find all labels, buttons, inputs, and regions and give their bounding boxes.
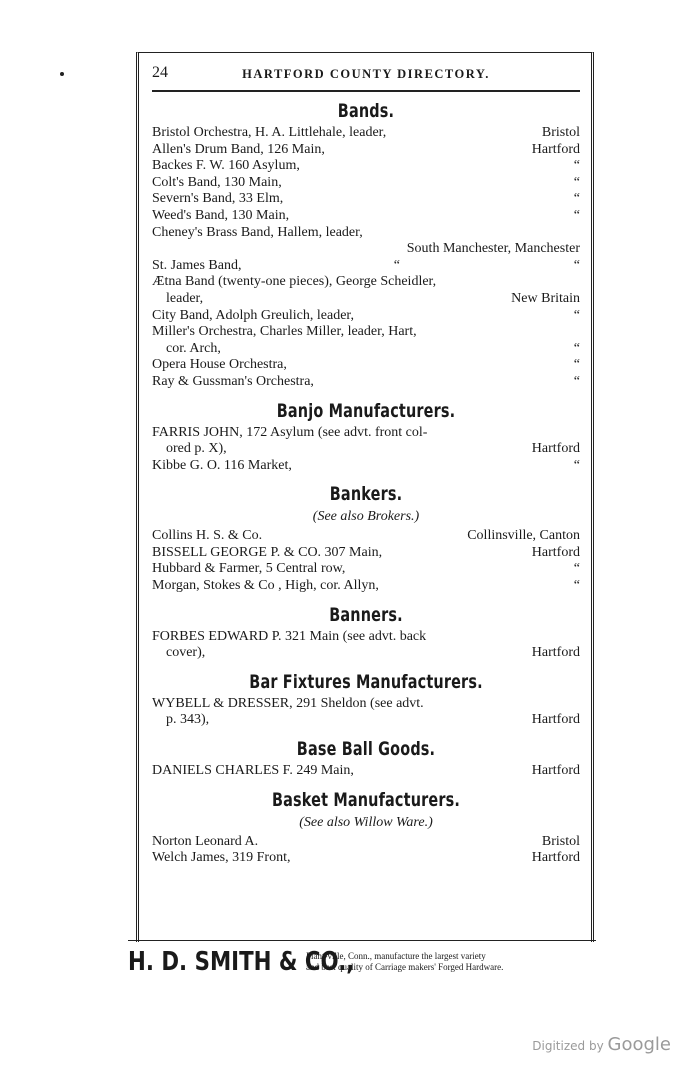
- entry-line: [152, 629, 580, 646]
- entry-text: Morgan, Stokes & Co , High, cor. Allyn,: [152, 578, 379, 594]
- entry-text: leader,: [166, 290, 204, 306]
- entry-text: cor. Arch,: [166, 340, 221, 356]
- entry-line: [152, 357, 580, 374]
- entry-text: Ætna Band (twenty-one pieces), George Scheidler,: [152, 274, 437, 290]
- entry-text: City Band, Adolph Greulich, leader,: [152, 307, 355, 323]
- entry-text: BISSELL GEORGE P. & CO. 307 Main,: [152, 544, 383, 560]
- ditto-mark: “: [573, 158, 580, 174]
- entry-location: Bristol: [541, 125, 580, 140]
- directory-entry: [152, 374, 580, 391]
- entry-location: New Britain: [511, 290, 580, 306]
- directory-entry: [152, 191, 580, 208]
- entry-line: [152, 324, 580, 341]
- directory-entry: [152, 545, 580, 562]
- directory-entry: [152, 629, 580, 662]
- section-heading: Banjo Manufacturers.: [276, 399, 456, 422]
- watermark-prefix: Digitized by: [532, 1039, 604, 1053]
- directory-entry: [152, 225, 580, 258]
- entry-text: p. 343),: [166, 712, 210, 728]
- ditto-mark: “: [573, 357, 580, 373]
- entry-text: cover),: [166, 645, 206, 661]
- footer-advertisement: [128, 940, 596, 981]
- entry-text: Collins H. S. & Co.: [152, 528, 263, 544]
- entry-text: DANIELS CHARLES F. 249 Main,: [152, 763, 354, 779]
- advertisement-text: [306, 951, 598, 972]
- entry-line: [152, 645, 580, 662]
- directory-entry: [152, 324, 580, 357]
- entry-line: [152, 125, 580, 142]
- entry-line: [152, 274, 580, 291]
- entry-text: Kibbe G. O. 116 Market,: [152, 457, 292, 473]
- advertisement-line: and best quality of Carriage makers' Forged Hardware.: [306, 961, 504, 972]
- ditto-mark: “: [393, 257, 400, 273]
- directory-entry: [152, 175, 580, 192]
- entry-text: Norton Leonard A.: [152, 833, 259, 849]
- directory-listing: [152, 97, 580, 867]
- ditto-mark: “: [573, 457, 580, 473]
- directory-entry: [152, 208, 580, 225]
- ditto-mark: “: [573, 373, 580, 389]
- entry-text: Miller's Orchestra, Charles Miller, leader, Hart,: [152, 324, 417, 340]
- directory-entry: [152, 357, 580, 374]
- directory-entry: [152, 425, 580, 458]
- entry-line: [152, 225, 580, 242]
- entry-text: Colt's Band, 130 Main,: [152, 174, 282, 190]
- watermark-brand: Google: [607, 1034, 671, 1055]
- directory-entry: [152, 696, 580, 729]
- ditto-mark: “: [573, 174, 580, 190]
- page-number: 24: [152, 64, 168, 81]
- entry-line: [152, 341, 580, 358]
- entry-line: [152, 696, 580, 713]
- entry-line: [152, 142, 580, 159]
- ditto-mark: “: [573, 207, 580, 223]
- entry-location: Hartford: [531, 141, 580, 157]
- entry-line: [152, 191, 580, 208]
- entry-line: [152, 763, 580, 780]
- section-heading: Banners.: [329, 603, 403, 626]
- directory-entry: [152, 158, 580, 175]
- entry-line: [152, 458, 580, 475]
- entry-line: [152, 561, 580, 578]
- directory-entry: [152, 763, 580, 780]
- digitization-watermark: [532, 1034, 671, 1055]
- entry-text: WYBELL & DRESSER, 291 Sheldon (see advt.: [152, 695, 424, 711]
- section-heading: Bankers.: [329, 483, 403, 506]
- directory-entry: [152, 258, 580, 275]
- directory-entry: [152, 578, 580, 595]
- entry-text: Weed's Band, 130 Main,: [152, 207, 290, 223]
- section-cross-reference: (See also Willow Ware.): [299, 814, 433, 830]
- section-heading: Basket Manufacturers.: [271, 788, 461, 811]
- entry-text: Bristol Orchestra, H. A. Littlehale, leader,: [152, 125, 387, 140]
- entry-line: [152, 425, 580, 442]
- entry-line: [152, 175, 580, 192]
- section-heading: Base Ball Goods.: [296, 738, 436, 761]
- directory-entry: [152, 834, 580, 851]
- ditto-mark: “: [573, 578, 580, 594]
- ditto-mark: “: [573, 307, 580, 323]
- entry-location: Hartford: [531, 441, 580, 457]
- directory-entry: [152, 850, 580, 867]
- entry-line: [152, 291, 580, 308]
- entry-line: [152, 208, 580, 225]
- ditto-mark: “: [573, 257, 580, 273]
- running-title: HARTFORD COUNTY DIRECTORY.: [242, 67, 490, 81]
- entry-text: Welch James, 319 Front,: [152, 850, 291, 866]
- directory-entry: [152, 561, 580, 578]
- entry-line: [152, 241, 580, 258]
- entry-text: Opera House Orchestra,: [152, 357, 287, 373]
- entry-line: [152, 528, 580, 545]
- advertisement-line: Plant-ville, Conn., manufacture the largest variety: [306, 951, 486, 961]
- section-heading: Bar Fixtures Manufacturers.: [249, 670, 483, 693]
- entry-location: South Manchester, Manchester: [406, 241, 580, 257]
- directory-entry: [152, 125, 580, 142]
- entry-line: [152, 834, 580, 851]
- section-heading: Bands.: [337, 100, 395, 122]
- entry-text: FARRIS JOHN, 172 Asylum (see advt. front col-: [152, 424, 428, 440]
- entry-line: [152, 850, 580, 867]
- advertiser-name: H. D. SMITH & CO.,: [128, 947, 355, 977]
- entry-line: [152, 158, 580, 175]
- directory-entry: [152, 274, 580, 307]
- section-cross-reference: (See also Brokers.): [312, 509, 420, 525]
- directory-entry: [152, 528, 580, 545]
- entry-line: [152, 308, 580, 325]
- entry-location: Hartford: [531, 763, 580, 779]
- entry-location: Hartford: [531, 645, 580, 661]
- entry-line: [152, 374, 580, 391]
- ditto-mark: “: [573, 561, 580, 577]
- entry-text: ored p. X),: [166, 441, 227, 457]
- entry-line: [152, 578, 580, 595]
- entry-location: Hartford: [531, 712, 580, 728]
- entry-text: FORBES EDWARD P. 321 Main (see advt. back: [152, 628, 427, 644]
- entry-text: Hubbard & Farmer, 5 Central row,: [152, 561, 346, 577]
- entry-text: St. James Band,: [152, 257, 242, 273]
- entry-location: Hartford: [531, 850, 580, 866]
- page-header: [152, 64, 580, 92]
- entry-location: Bristol: [541, 833, 580, 849]
- entry-text: Cheney's Brass Band, Hallem, leader,: [152, 224, 363, 240]
- directory-entry: [152, 458, 580, 475]
- entry-line: [152, 712, 580, 729]
- directory-entry: [152, 308, 580, 325]
- entry-line: [152, 258, 580, 275]
- ditto-mark: “: [573, 191, 580, 207]
- ditto-mark: “: [573, 340, 580, 356]
- entry-text: Backes F. W. 160 Asylum,: [152, 158, 300, 174]
- margin-mark: [60, 72, 64, 76]
- directory-entry: [152, 142, 580, 159]
- entry-text: Ray & Gussman's Orchestra,: [152, 373, 314, 389]
- entry-location: Collinsville, Canton: [467, 528, 580, 544]
- entry-line: [152, 545, 580, 562]
- entry-location: Hartford: [531, 544, 580, 560]
- entry-text: Allen's Drum Band, 126 Main,: [152, 141, 325, 157]
- entry-text: Severn's Band, 33 Elm,: [152, 191, 284, 207]
- entry-line: [152, 441, 580, 458]
